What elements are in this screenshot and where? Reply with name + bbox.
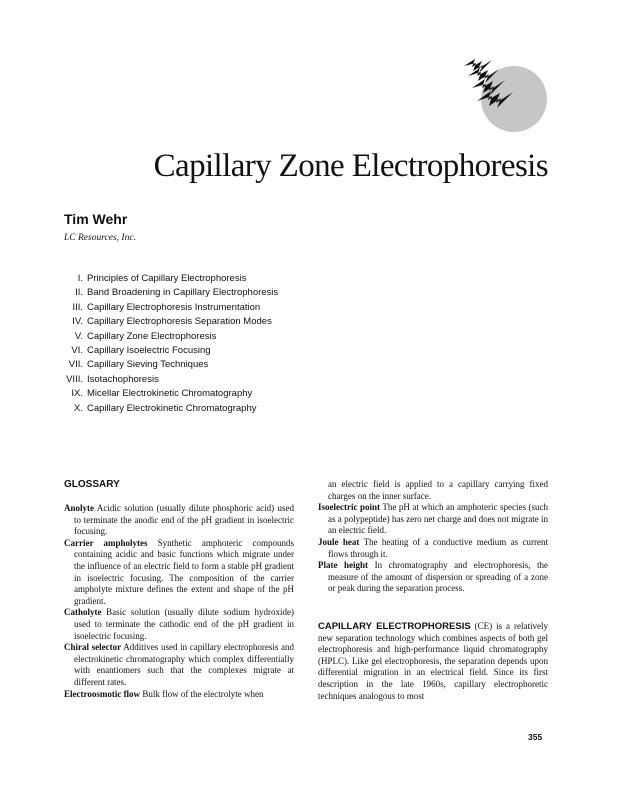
table-of-contents — [64, 272, 278, 416]
author-name: Tim Wehr — [64, 211, 128, 227]
author-affiliation: LC Resources, Inc. — [64, 233, 136, 243]
left-column — [64, 479, 294, 700]
glossary-entry: Carrier ampholytes Synthetic amphoteric compounds containing acidic and basic functions which migrate under the influence of an electric field to form a stable pH gradient in isoelectric focusing. The composition of the carrier ampholyte mixture defines the extent and shape of the pH gradient. — [64, 537, 294, 606]
toc-item: I. Principles of Capillary Electrophoresis — [77, 273, 247, 284]
section-lead: CAPILLARY ELECTROPHORESIS — [318, 620, 471, 632]
chapter-title: Capillary Zone Electrophoresis — [153, 148, 548, 184]
toc-item: IX. Micellar Electrokinetic Chromatography — [71, 388, 253, 400]
toc-item: X. Capillary Electrokinetic Chromatography — [74, 402, 257, 414]
glossary-entry: Plate height In chromatography and electrophoresis, the measure of the amount of dispersion or spreading of a zone or peak during the separation process. — [318, 560, 549, 594]
glossary-entry: Catholyte Basic solution (usually dilute sodium hydroxide) used to terminate the cathodic end of the pH gradient in isoelectric focusing. — [64, 607, 295, 641]
toc-item: VIII. Isotachophoresis — [66, 373, 159, 385]
lightning-bolts-circle-icon — [458, 40, 550, 134]
glossary-heading: GLOSSARY — [64, 479, 120, 490]
toc-item: III. Capillary Electrophoresis Instrumentation — [72, 301, 261, 313]
toc-item: IV. Capillary Electrophoresis Separation Modes — [72, 316, 272, 328]
glossary-entry: Isoelectric point The pH at which an amphoteric species (such as a polypeptide) has zero net charge and does not migrate in an electric field. — [318, 502, 549, 536]
glossary-entry: Electroosmotic flow Bulk flow of the electrolyte when — [64, 688, 264, 699]
toc-item: VI. Capillary Isoelectric Focusing — [71, 344, 211, 356]
glossary-entry: Chiral selector Additives used in capillary electrophoresis and electrokinetic chromatography which complex differentially with enantiomers such that the complexes migrate at different rates. — [64, 642, 294, 687]
toc-item: VII. Capillary Sieving Techniques — [68, 359, 209, 371]
toc-item: II. Band Broadening in Capillary Electrophoresis — [75, 287, 279, 299]
glossary-continuation: an electric field is applied to a capillary carrying fixed charges on the inner surface. — [328, 479, 548, 501]
glossary-entry: Anolyte Acidic solution (usually dilute phosphoric acid) used to terminate the anodic end of the pH gradient in isoelectric focusing. — [64, 503, 294, 537]
toc-item: V. Capillary Zone Electrophoresis — [74, 330, 217, 342]
right-column — [318, 479, 548, 711]
intro-paragraph: CAPILLARY ELECTROPHORESIS (CE) is a relatively new separation technology which combines aspects of both gel electrophoresis and high-performance liquid chromatography (HPLC). Like gel electrophoresis, the separation depends upon differential migration in an electrical field. Since its first description in the late 1960s, capillary electrophoretic techniques analogous to most — [318, 620, 548, 701]
page-number: 355 — [528, 732, 543, 742]
glossary-entry: Joule heat The heating of a conductive medium as current flows through it. — [318, 536, 549, 559]
